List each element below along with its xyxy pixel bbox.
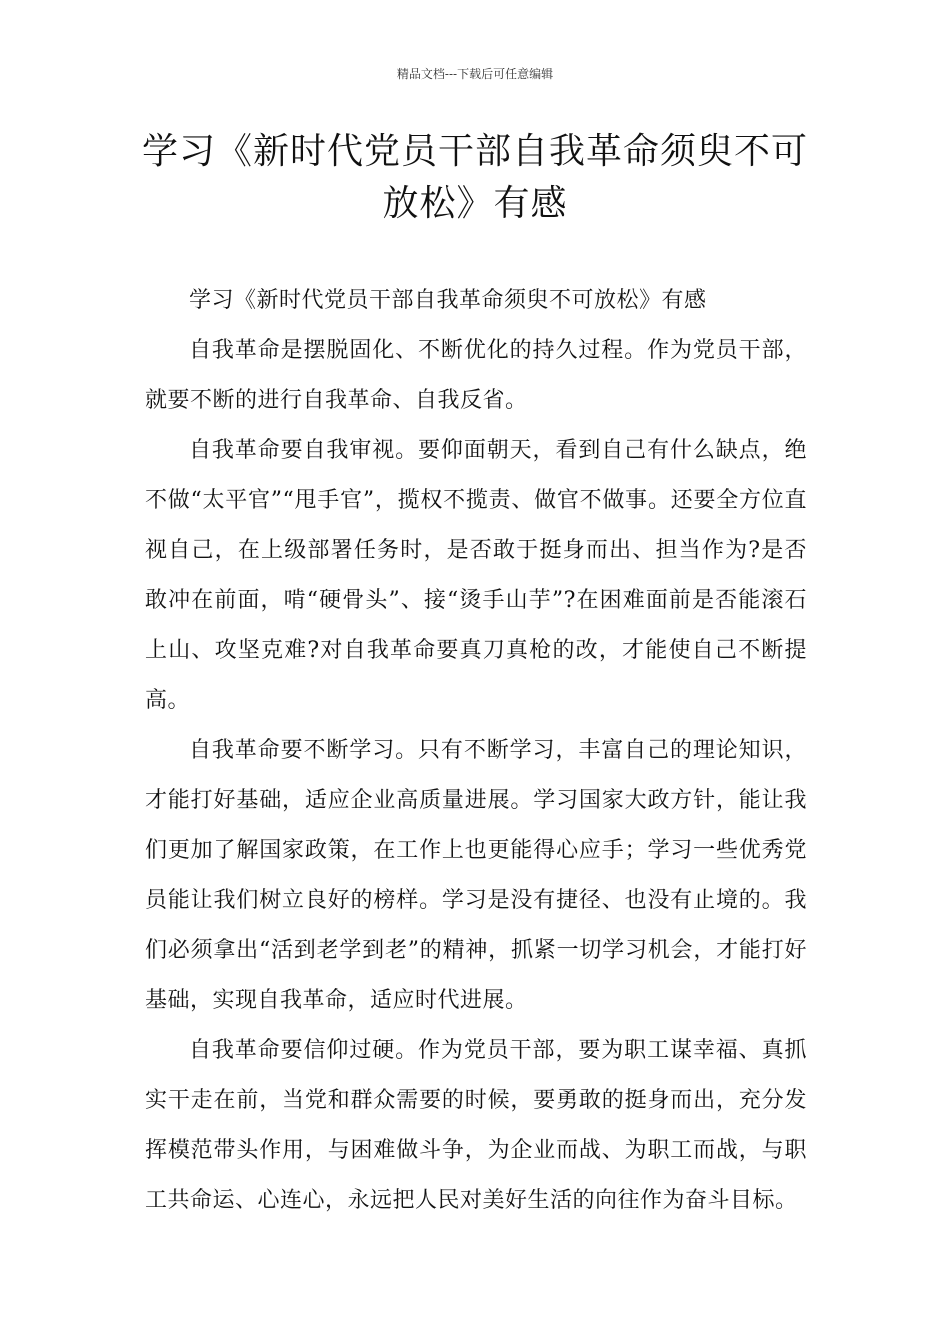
paragraph-firm-belief: 自我革命要信仰过硬。作为党员干部，要为职工谋幸福、真抓实干走在前，当党和群众需要的时候，要勇敢的挺身而出，充分发挥模范带头作用，与困难做斗争，为企业而战、为职工而战，与职工共命运、心连心，永远把人民对美好生活的向往作为奋斗目标。 [145, 1038, 807, 1213]
document-body [145, 276, 807, 1226]
paragraph-self-examination: 自我革命要自我审视。要仰面朝天，看到自己有什么缺点，绝不做“太平官”“甩手官”，揽权不揽责、做官不做事。还要全方位直视自己，在上级部署任务时，是否敢于挺身而出、担当作为?是否敢冲在前面，啃“硬骨头”、接“烫手山芋”?在困难面前是否能滚石上山、攻坚克难?对自我革命要真刀真枪的改，才能使自己不断提高。 [145, 438, 807, 713]
paragraph-continuous-learning: 自我革命要不断学习。只有不断学习，丰富自己的理论知识，才能打好基础，适应企业高质量进展。学习国家大政方针，能让我们更加了解国家政策，在工作上也更能得心应手；学习一些优秀党员能让我们树立良好的榜样。学习是没有捷径、也没有止境的。我们必须拿出“活到老学到老”的精神，抓紧一切学习机会，才能打好基础，实现自我革命，适应时代进展。 [145, 738, 807, 1013]
page-header: 精品文档---下载后可任意编辑 [396, 67, 554, 81]
document-title: 学习《新时代党员干部自我革命须臾不可放松》有感 [141, 131, 808, 224]
paragraph-subtitle: 学习《新时代党员干部自我革命须臾不可放松》有感 [189, 288, 707, 313]
paragraph-intro: 自我革命是摆脱固化、不断优化的持久过程。作为党员干部，就要不断的进行自我革命、自我反省。 [145, 338, 807, 413]
